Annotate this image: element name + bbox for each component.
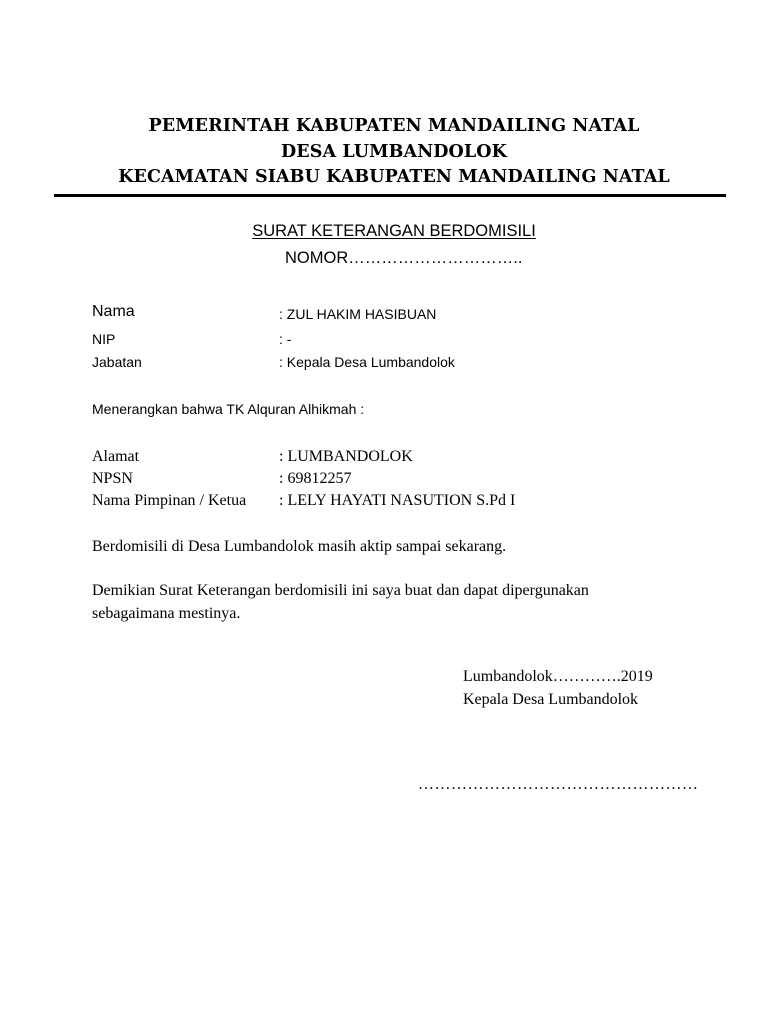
signature-place-date: Lumbandolok………….2019 <box>463 668 653 685</box>
official-position-value: : Kepala Desa Lumbandolok <box>279 354 455 370</box>
signature-name-line: …………………………………………… <box>418 776 699 793</box>
signature-position: Kepala Desa Lumbandolok <box>463 691 639 708</box>
header-district: KECAMATAN SIABU KABUPATEN MANDAILING NATAL <box>118 167 670 187</box>
letter-title: SURAT KETERANGAN BERDOMISILI <box>252 222 536 240</box>
header-government: PEMERINTAH KABUPATEN MANDAILING NATAL <box>148 116 640 136</box>
official-nip-label: NIP <box>92 331 116 347</box>
letter-number: NOMOR………………………….. <box>285 249 523 267</box>
closing-line-1: Demikian Surat Keterangan berdomisili ini saya buat dan dapat dipergunakan <box>92 582 589 599</box>
leader-label: Nama Pimpinan / Ketua <box>92 492 247 509</box>
npsn-label: NPSN <box>92 470 133 487</box>
official-name-value: : ZUL HAKIM HASIBUAN <box>279 306 437 322</box>
statement-text: Menerangkan bahwa TK Alquran Alhikmah : <box>92 401 365 417</box>
official-name-label: Nama <box>92 303 135 320</box>
address-value: : LUMBANDOLOK <box>279 448 413 465</box>
header-divider <box>54 194 726 197</box>
domicile-text: Berdomisili di Desa Lumbandolok masih aktip sampai sekarang. <box>92 538 507 555</box>
closing-line-2: sebagaimana mestinya. <box>92 605 241 622</box>
address-label: Alamat <box>92 448 140 465</box>
official-nip-value: : - <box>279 331 292 347</box>
official-position-label: Jabatan <box>92 354 142 370</box>
leader-value: : LELY HAYATI NASUTION S.Pd I <box>279 492 516 509</box>
header-village: DESA LUMBANDOLOK <box>281 142 507 162</box>
npsn-value: : 69812257 <box>279 470 352 487</box>
